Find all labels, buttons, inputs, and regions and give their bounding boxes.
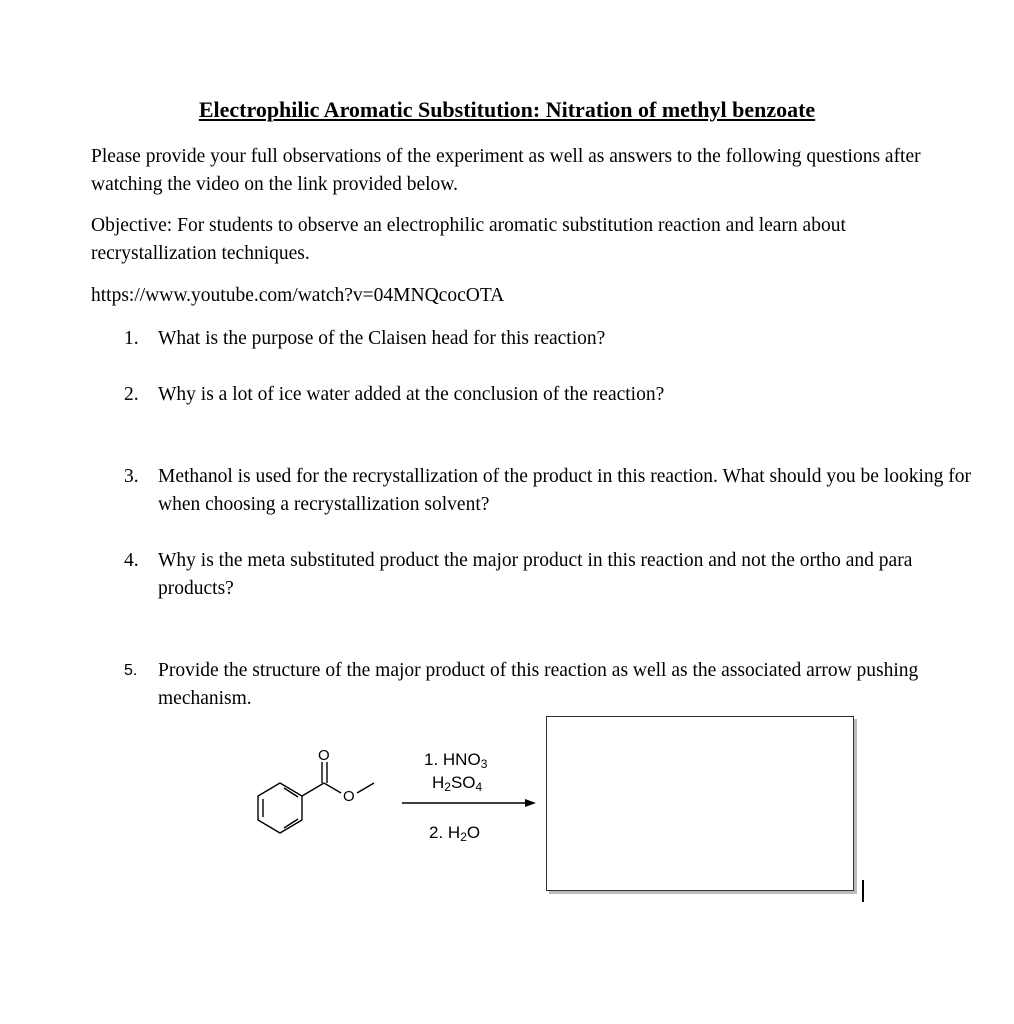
question-text: Why is the meta substituted product the major product in this reaction and not the ortho and para products? [158, 550, 913, 599]
question-5 [124, 657, 974, 713]
reagent-step-2 [429, 823, 480, 844]
reagent-text: H [432, 773, 445, 792]
reagent-step-1 [424, 750, 487, 771]
question-4 [124, 547, 974, 603]
ester-bond [324, 783, 341, 793]
carbonyl-oxygen-label: O [318, 747, 330, 764]
reagent-text: 1. HNO [424, 750, 481, 769]
question-3 [124, 463, 974, 519]
reagent-subscript: 2 [444, 780, 451, 794]
page-title: Electrophilic Aromatic Substitution: Nitration of methyl benzoate [198, 97, 816, 122]
question-text: What is the purpose of the Claisen head for this reaction? [158, 328, 606, 349]
question-number: 3. [124, 466, 139, 487]
question-text: Methanol is used for the recrystallization of the product in this reaction. What should you be looking for when choosing a recrystallization solvent? [158, 466, 972, 515]
intro-paragraph: Please provide your full observations of the experiment as well as answers to the following questions after watching the video on the link provided below. [91, 146, 921, 195]
reagent-text: O [466, 823, 481, 842]
reagent-subscript: 3 [480, 757, 488, 771]
product-answer-box[interactable] [546, 716, 854, 891]
benzene-ring [258, 783, 302, 833]
ring-carbonyl-bond [302, 783, 324, 796]
question-number: 4. [124, 550, 139, 571]
question-1 [124, 325, 974, 353]
arrow-head [525, 799, 536, 807]
reaction-scheme [240, 740, 560, 850]
reagent-subscript: 2 [460, 830, 467, 844]
question-text: Provide the structure of the major product of this reaction as well as the associated arrow pushing mechanism. [158, 660, 919, 709]
reagent-sulfuric-acid [432, 773, 482, 794]
question-number: 1. [124, 328, 139, 349]
ester-oxygen-label: O [343, 788, 355, 805]
methyl-benzoate-structure [258, 762, 528, 833]
question-2 [124, 381, 974, 409]
video-link[interactable]: https://www.youtube.com/watch?v=04MNQcocOTA [91, 285, 505, 306]
methyl-bond [357, 783, 374, 793]
question-number: 5. [124, 662, 138, 679]
objective-paragraph: Objective: For students to observe an electrophilic aromatic substitution reaction and learn about recrystallization techniques. [91, 215, 846, 264]
text-cursor [862, 880, 864, 902]
reagent-subscript: 4 [475, 780, 483, 794]
question-text: Why is a lot of ice water added at the conclusion of the reaction? [158, 384, 665, 405]
reagent-text: SO [450, 773, 476, 792]
question-number: 2. [124, 384, 139, 405]
reagent-text: 2. H [429, 823, 461, 842]
